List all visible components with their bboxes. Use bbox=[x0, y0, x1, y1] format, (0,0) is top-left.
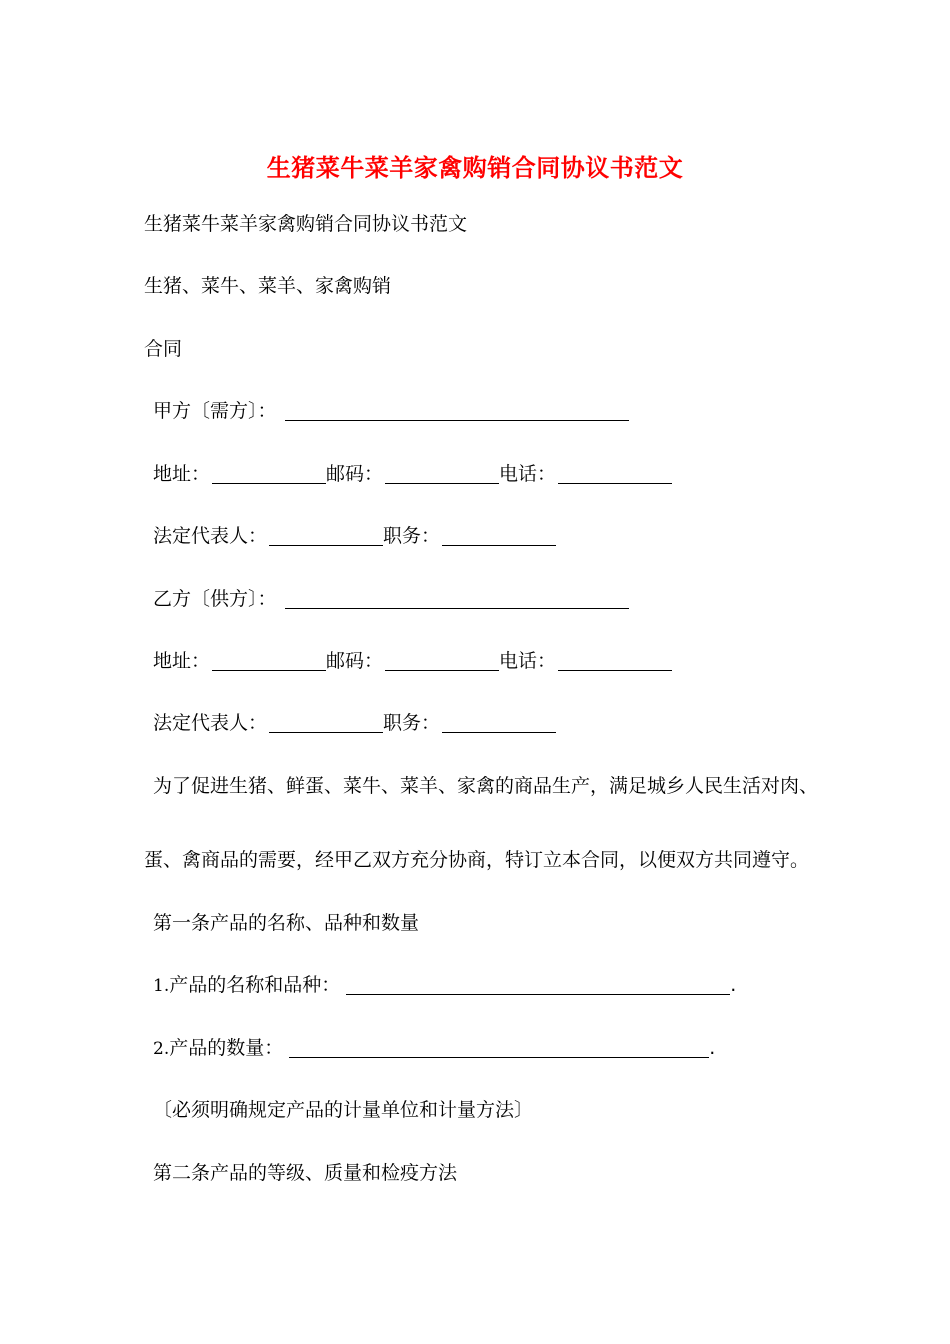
item-2-label: 产品的数量： bbox=[169, 1037, 284, 1059]
article-2-title: 第二条产品的等级、质量和检疫方法 bbox=[153, 1162, 458, 1184]
measurement-note: 〔必须明确规定产品的计量单位和计量方法〕 bbox=[153, 1099, 534, 1121]
item-2-blank bbox=[289, 1039, 709, 1058]
party-b-position-blank bbox=[442, 714, 556, 733]
heading-line-1: 生猪、菜牛、菜羊、家禽购销 bbox=[144, 275, 392, 297]
party-b-position-label: 职务： bbox=[383, 712, 441, 734]
party-a-label: 甲方〔需方〕： bbox=[153, 400, 277, 422]
item-1-number: 1. bbox=[153, 976, 170, 996]
party-b-address-blank bbox=[212, 652, 326, 671]
party-a-address-blank bbox=[212, 465, 326, 484]
item-1-end: . bbox=[730, 974, 737, 996]
party-a-rep-line bbox=[153, 523, 556, 549]
party-a-postcode-label: 邮码： bbox=[326, 463, 384, 485]
item-2-end: . bbox=[709, 1037, 716, 1059]
party-a-postcode-blank bbox=[385, 465, 499, 484]
document-subtitle: 生猪菜牛菜羊家禽购销合同协议书范文 bbox=[144, 213, 468, 235]
party-b-rep-blank bbox=[269, 714, 383, 733]
party-a-phone-label: 电话： bbox=[499, 463, 557, 485]
item-1-label: 产品的名称和品种： bbox=[169, 974, 341, 996]
party-a-rep-label: 法定代表人： bbox=[153, 525, 268, 547]
preamble-line-2: 蛋、禽商品的需要，经甲乙双方充分协商，特订立本合同，以便双方共同遵守。 bbox=[144, 849, 810, 871]
party-a-rep-blank bbox=[269, 527, 383, 546]
party-b-line bbox=[153, 586, 629, 612]
party-b-postcode-blank bbox=[385, 652, 499, 671]
party-a-position-label: 职务： bbox=[383, 525, 441, 547]
party-a-position-blank bbox=[442, 527, 556, 546]
item-2-line bbox=[153, 1035, 715, 1062]
item-1-line bbox=[153, 972, 736, 999]
party-b-rep-line bbox=[153, 710, 556, 736]
preamble-line-1: 为了促进生猪、鲜蛋、菜牛、菜羊、家禽的商品生产，满足城乡人民生活对肉、 bbox=[153, 775, 819, 797]
page-title: 生猪菜牛菜羊家禽购销合同协议书范文 bbox=[266, 153, 684, 182]
party-a-contact-line bbox=[153, 461, 672, 487]
party-b-phone-blank bbox=[558, 652, 672, 671]
party-a-phone-blank bbox=[558, 465, 672, 484]
party-b-name-blank bbox=[285, 590, 629, 609]
heading-line-2: 合同 bbox=[144, 338, 183, 360]
item-2-number: 2. bbox=[153, 1039, 170, 1059]
party-b-label: 乙方〔供方〕： bbox=[153, 588, 277, 610]
party-a-address-label: 地址： bbox=[153, 463, 211, 485]
party-b-postcode-label: 邮码： bbox=[326, 650, 384, 672]
article-1-title: 第一条产品的名称、品种和数量 bbox=[153, 912, 420, 934]
party-b-rep-label: 法定代表人： bbox=[153, 712, 268, 734]
party-b-phone-label: 电话： bbox=[499, 650, 557, 672]
party-b-contact-line bbox=[153, 648, 672, 674]
party-a-name-blank bbox=[285, 402, 629, 421]
party-a-line bbox=[153, 398, 629, 424]
item-1-blank bbox=[346, 976, 730, 995]
party-b-address-label: 地址： bbox=[153, 650, 211, 672]
